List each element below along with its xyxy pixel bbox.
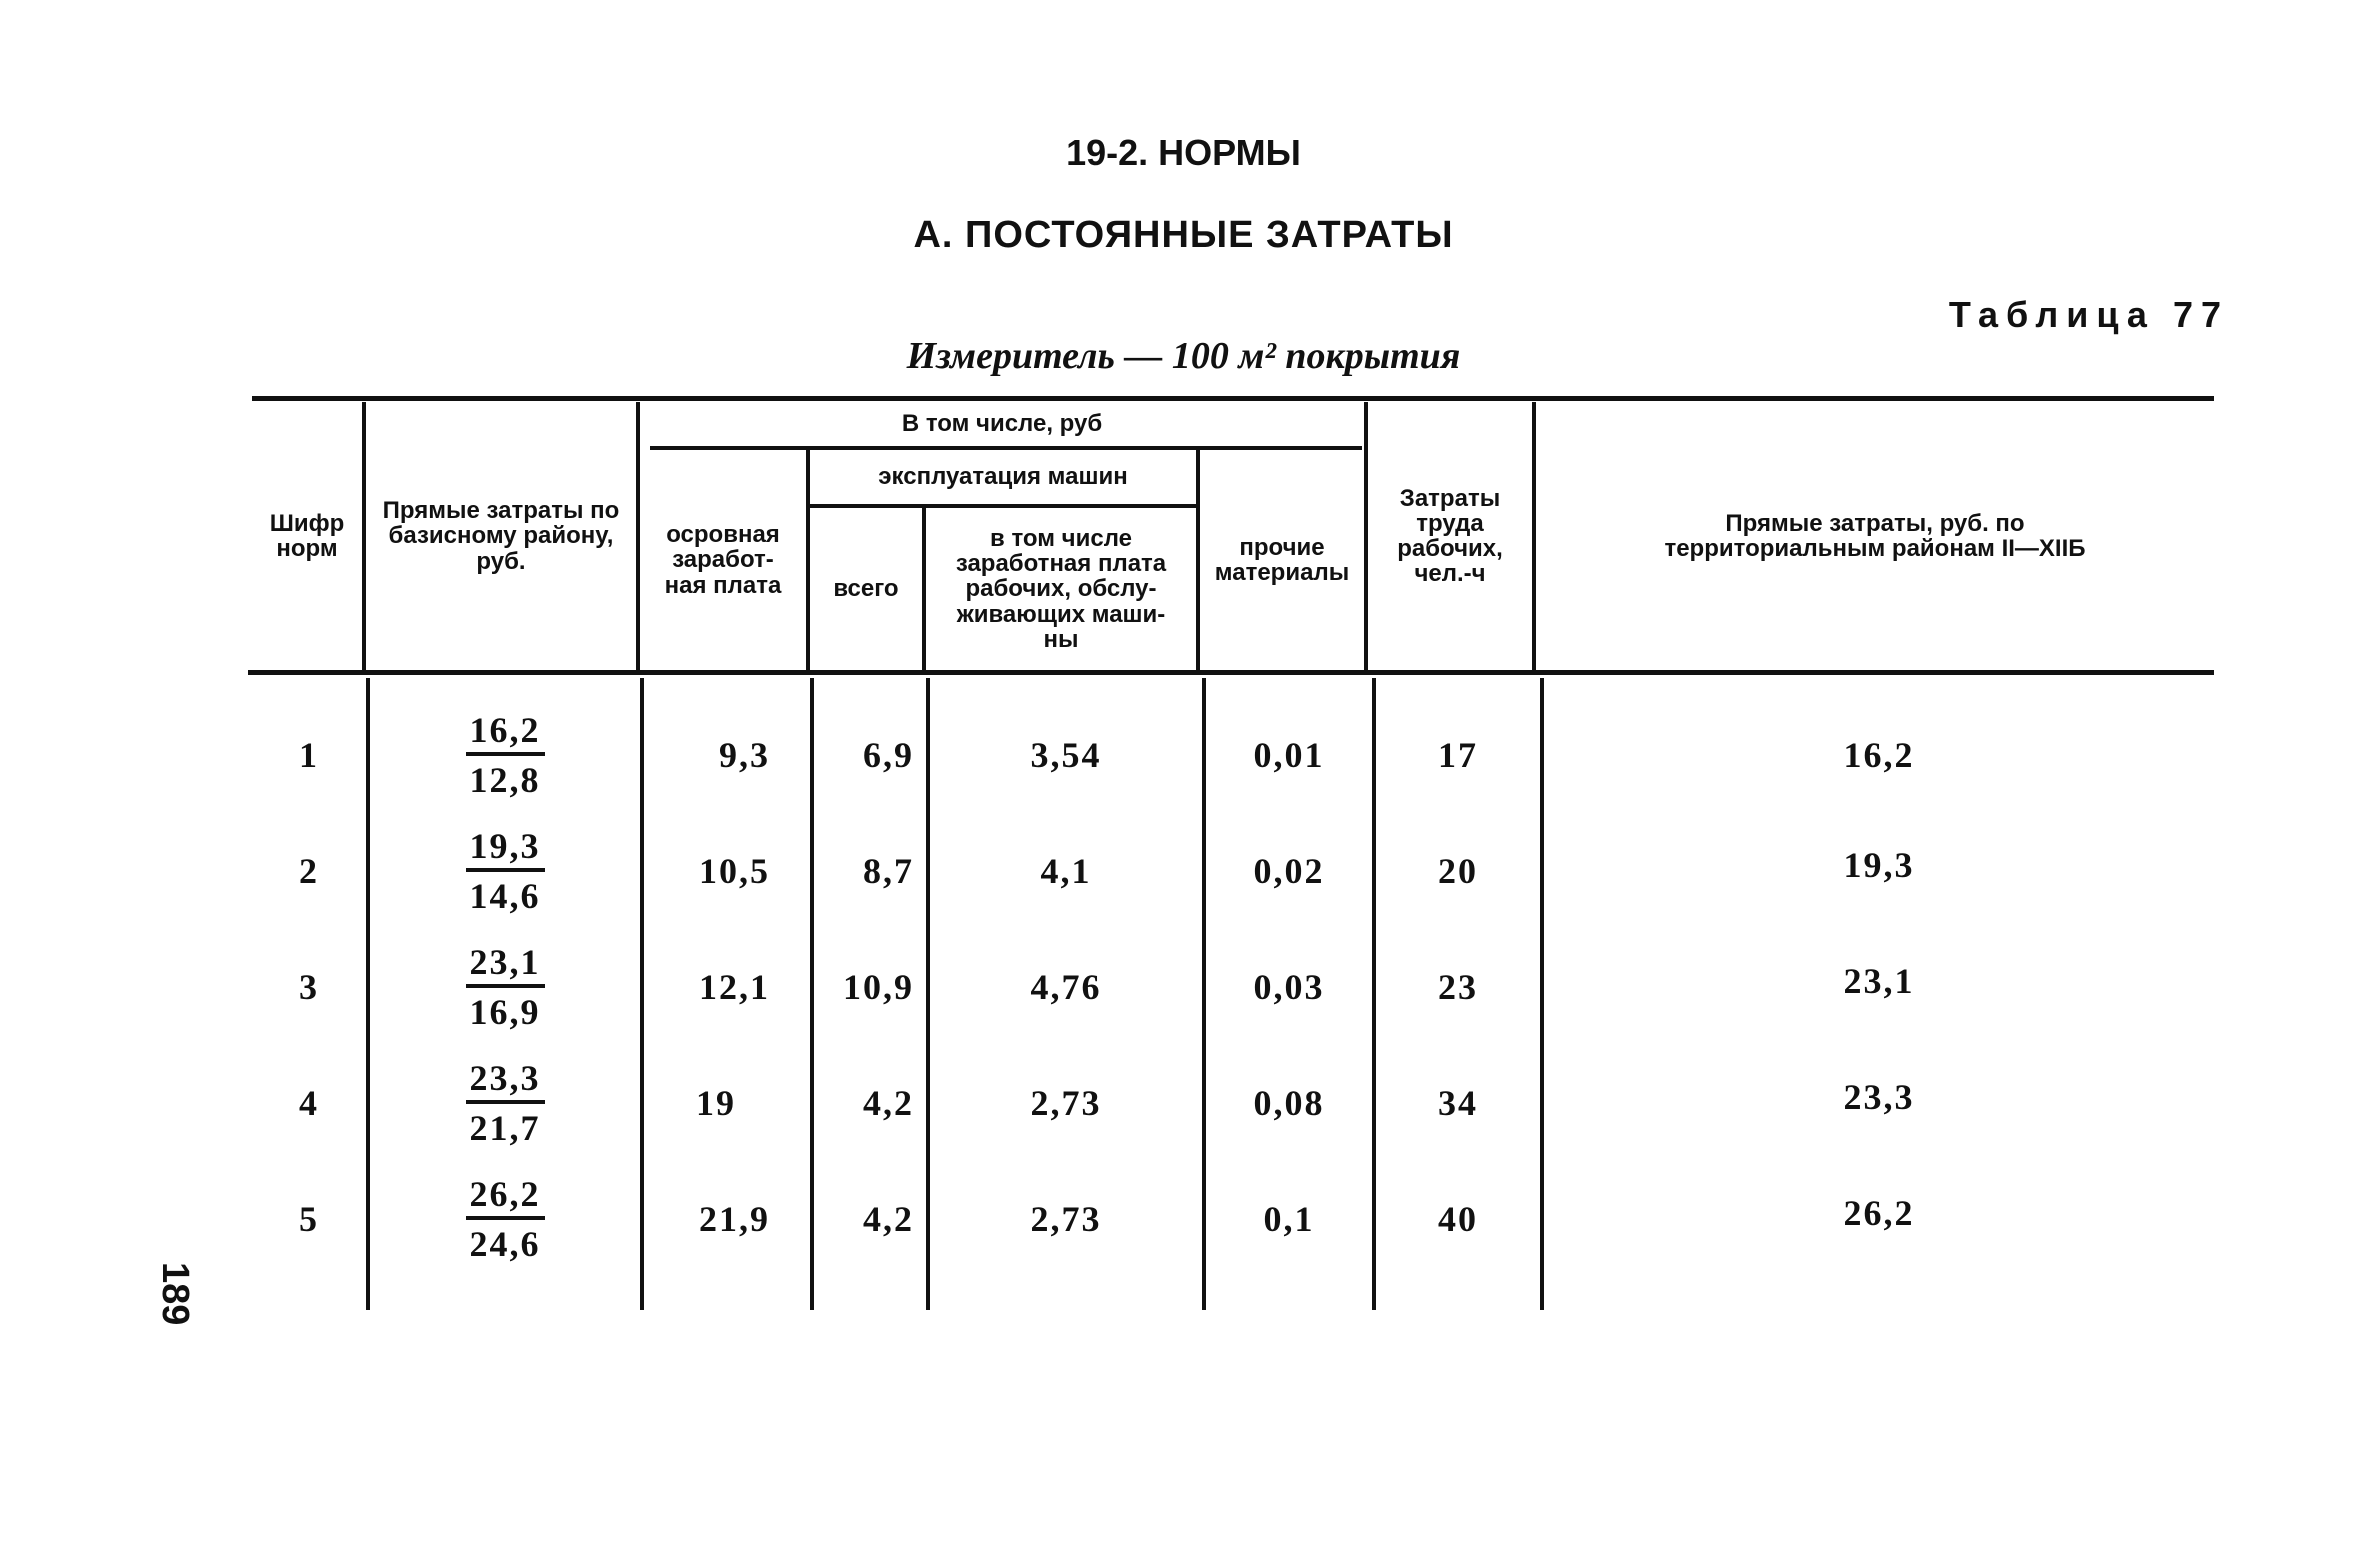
cell-direct-base bbox=[370, 1164, 640, 1274]
fraction-denominator: 21,7 bbox=[469, 1108, 541, 1148]
cell-wages: 10,5 bbox=[699, 851, 770, 891]
cell-direct-regions: 19,3 bbox=[1843, 845, 1915, 885]
cell-direct-base bbox=[370, 1048, 640, 1158]
header-code: Шифр норм bbox=[269, 509, 345, 562]
cell-labor: 17 bbox=[1438, 735, 1478, 775]
cell-labor: 40 bbox=[1438, 1199, 1478, 1239]
cell-other-materials: 0,03 bbox=[1253, 967, 1325, 1007]
cell-wages: 19 bbox=[696, 1083, 736, 1123]
cell-machine-wages: 2,73 bbox=[1030, 1199, 1102, 1239]
cell-machine-total: 4,2 bbox=[863, 1199, 914, 1239]
fraction-numerator: 19,3 bbox=[466, 828, 545, 872]
cell-machine-total: 8,7 bbox=[863, 851, 914, 891]
table-label: Таблица 77 bbox=[1948, 294, 2229, 335]
cell-direct-regions: 23,3 bbox=[1843, 1077, 1915, 1117]
fraction-denominator: 24,6 bbox=[469, 1224, 541, 1264]
cell-machine-wages: 2,73 bbox=[1030, 1083, 1102, 1123]
cell-direct-base bbox=[370, 932, 640, 1042]
cell-labor: 20 bbox=[1438, 851, 1478, 891]
measure-unit: Измеритель — 100 м² покрытия bbox=[906, 335, 1461, 377]
table-top-rule bbox=[252, 396, 2214, 401]
header-machine-total: всего bbox=[833, 575, 899, 603]
header-direct-base: Прямые затраты по базисному району, руб. bbox=[382, 497, 620, 575]
cell-code: 2 bbox=[299, 851, 319, 891]
cell-code: 1 bbox=[299, 735, 319, 775]
cell-machine-wages: 3,54 bbox=[1030, 735, 1102, 775]
cell-wages: 9,3 bbox=[719, 735, 770, 775]
cell-direct-regions: 23,1 bbox=[1843, 961, 1915, 1001]
cell-wages: 21,9 bbox=[699, 1199, 770, 1239]
cell-machine-total: 10,9 bbox=[843, 967, 914, 1007]
cell-machine-wages: 4,1 bbox=[1040, 851, 1092, 891]
cell-other-materials: 0,1 bbox=[1263, 1199, 1315, 1239]
fraction-denominator: 12,8 bbox=[469, 760, 541, 800]
fraction-numerator: 23,3 bbox=[466, 1060, 545, 1104]
cell-direct-base bbox=[370, 816, 640, 926]
cell-code: 5 bbox=[299, 1199, 319, 1239]
cell-labor: 23 bbox=[1438, 967, 1478, 1007]
header-machine-ops: эксплуатация машин bbox=[878, 463, 1128, 491]
section-title: 19-2. НОРМЫ bbox=[1066, 132, 1301, 173]
cell-wages: 12,1 bbox=[699, 967, 770, 1007]
fraction-numerator: 23,1 bbox=[466, 944, 545, 988]
cell-direct-regions: 16,2 bbox=[1843, 735, 1915, 775]
page-number: 189 bbox=[154, 1262, 196, 1326]
fraction-numerator: 16,2 bbox=[466, 712, 545, 756]
cell-code: 4 bbox=[299, 1083, 319, 1123]
cell-direct-regions: 26,2 bbox=[1843, 1193, 1915, 1233]
cell-other-materials: 0,02 bbox=[1253, 851, 1325, 891]
subsection-title: А. ПОСТОЯННЫЕ ЗАТРАТЫ bbox=[913, 214, 1454, 256]
header-bottom-rule bbox=[248, 670, 2214, 675]
fraction-numerator: 26,2 bbox=[466, 1176, 545, 1220]
header-labor: Затраты труда рабочих, чел.-ч bbox=[1397, 484, 1503, 588]
header-machine-wages: в том числе заработная плата рабочих, обслу-живающих маши-ны bbox=[955, 525, 1167, 653]
cell-other-materials: 0,01 bbox=[1253, 735, 1325, 775]
header-including: В том числе, руб bbox=[901, 410, 1103, 438]
fraction-denominator: 14,6 bbox=[469, 876, 541, 916]
cell-labor: 34 bbox=[1438, 1083, 1478, 1123]
header-other-materials: прочие материалы bbox=[1214, 533, 1350, 586]
cell-direct-base bbox=[370, 700, 640, 810]
cell-code: 3 bbox=[299, 967, 319, 1007]
cell-machine-total: 4,2 bbox=[863, 1083, 914, 1123]
cell-machine-wages: 4,76 bbox=[1030, 967, 1102, 1007]
fraction-denominator: 16,9 bbox=[469, 992, 541, 1032]
cell-other-materials: 0,08 bbox=[1253, 1083, 1325, 1123]
header-direct-regions: Прямые затраты, руб. по территориальным районам II—XIIБ bbox=[1664, 509, 2086, 562]
cell-machine-total: 6,9 bbox=[863, 735, 914, 775]
header-wages: осровная заработ-ная плата bbox=[664, 521, 782, 599]
